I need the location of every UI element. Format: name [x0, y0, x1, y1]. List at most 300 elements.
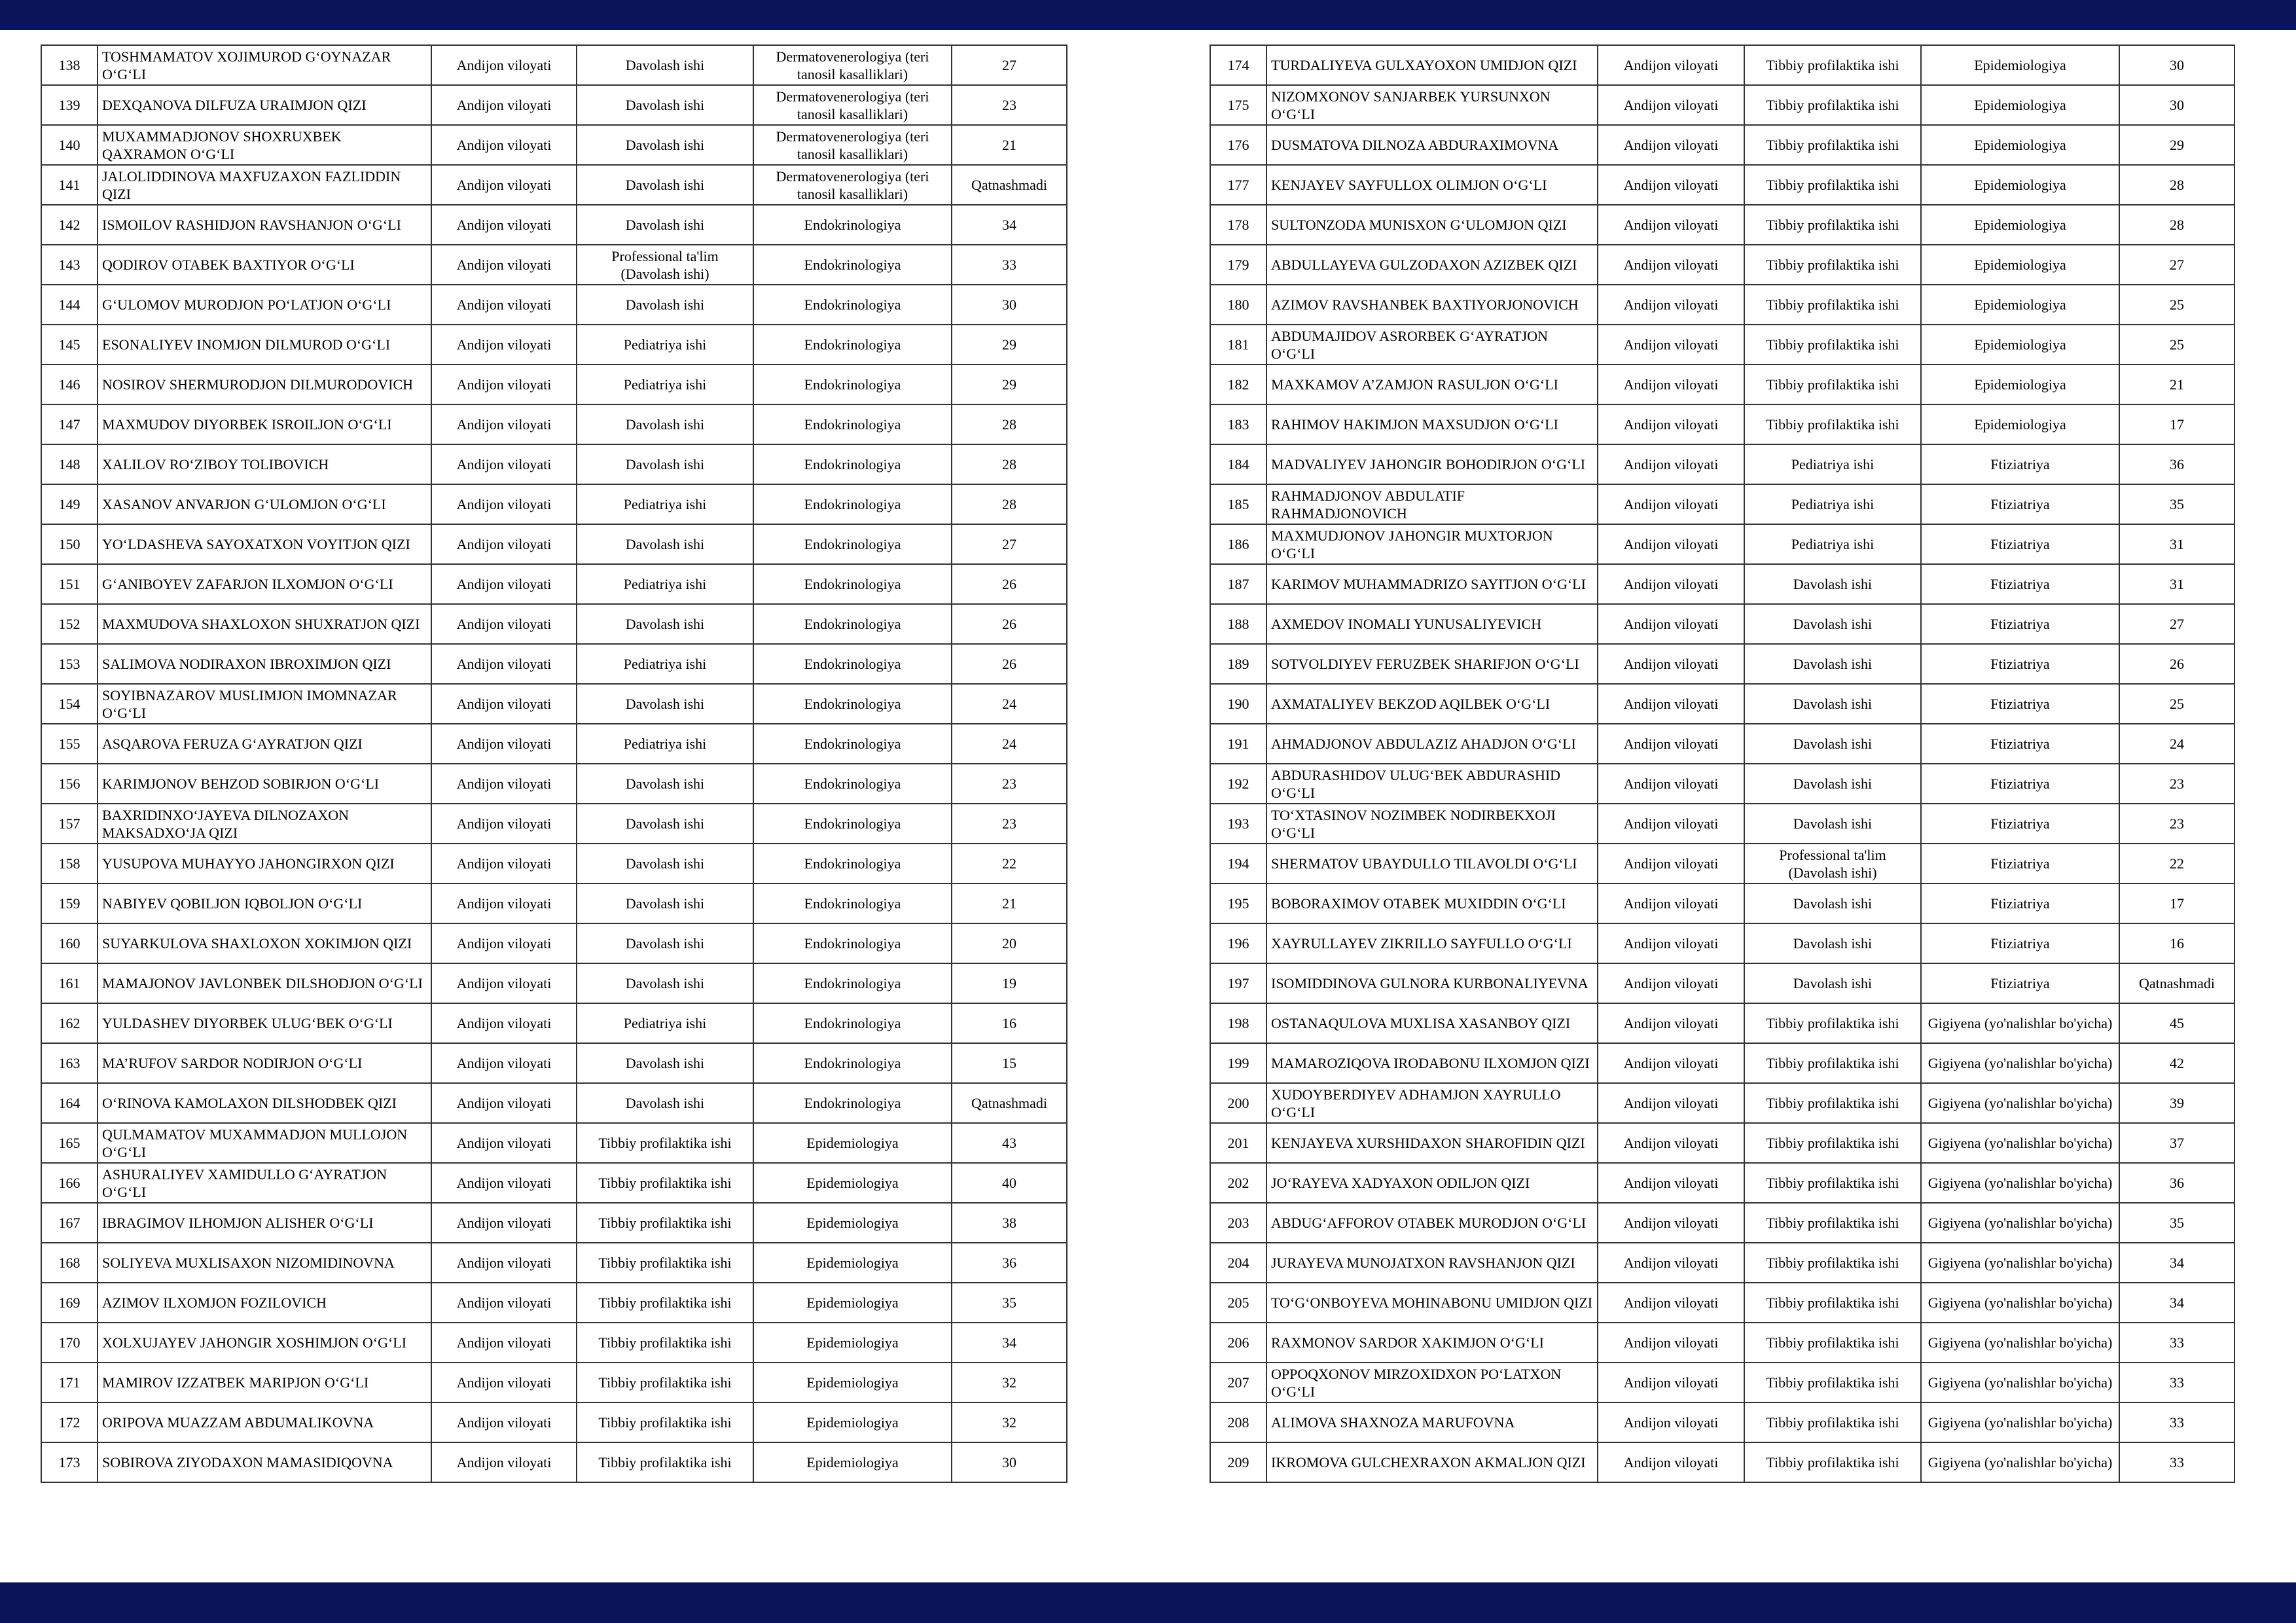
row-number-cell: 143 — [41, 245, 98, 285]
row-number-cell: 197 — [1210, 963, 1266, 1003]
faculty-cell: Davolash ishi — [577, 1043, 753, 1083]
table-row — [1210, 1283, 2234, 1323]
faculty-cell: Davolash ishi — [577, 444, 753, 484]
table-row — [1210, 923, 2234, 963]
score-cell: 17 — [2119, 404, 2234, 444]
row-number-cell: 149 — [41, 484, 98, 524]
region-cell: Andijon viloyati — [431, 1243, 577, 1283]
specialty-cell: Epidemiologiya — [753, 1442, 952, 1482]
faculty-cell: Davolash ishi — [1744, 764, 1921, 804]
faculty-cell: Pediatriya ishi — [577, 325, 753, 365]
specialty-cell: Epidemiologiya — [1921, 205, 2119, 245]
region-cell: Andijon viloyati — [1598, 1402, 1744, 1442]
full-name-cell: BAXRIDINXO‘JAYEVA DILNOZAXON MAKSADXO‘JA QIZI — [98, 804, 431, 844]
faculty-cell: Professional ta'lim (Davolash ishi) — [577, 245, 753, 285]
row-number-cell: 169 — [41, 1283, 98, 1323]
row-number-cell: 148 — [41, 444, 98, 484]
specialty-cell: Endokrinologiya — [753, 1083, 952, 1123]
specialty-cell: Gigiyena (yo'nalishlar bo'yicha) — [1921, 1163, 2119, 1203]
region-cell: Andijon viloyati — [431, 85, 577, 125]
table-row — [41, 1402, 1067, 1442]
region-cell: Andijon viloyati — [1598, 404, 1744, 444]
score-cell: 28 — [952, 404, 1067, 444]
score-cell: 23 — [952, 804, 1067, 844]
table-row — [1210, 1123, 2234, 1163]
faculty-cell: Tibbiy profilaktika ishi — [1744, 1323, 1921, 1363]
table-row — [1210, 325, 2234, 365]
score-cell: 39 — [2119, 1083, 2234, 1123]
full-name-cell: JURAYEVA MUNOJATXON RAVSHANJON QIZI — [1266, 1243, 1598, 1283]
table-row — [41, 1442, 1067, 1482]
region-cell: Andijon viloyati — [431, 1043, 577, 1083]
table-row — [1210, 604, 2234, 644]
region-cell: Andijon viloyati — [431, 1363, 577, 1402]
score-cell: 33 — [2119, 1323, 2234, 1363]
faculty-cell: Davolash ishi — [577, 165, 753, 205]
score-cell: 23 — [952, 764, 1067, 804]
full-name-cell: JO‘RAYEVA XADYAXON ODILJON QIZI — [1266, 1163, 1598, 1203]
full-name-cell: XOLXUJAYEV JAHONGIR XOSHIMJON O‘G‘LI — [98, 1323, 431, 1363]
specialty-cell: Endokrinologiya — [753, 484, 952, 524]
faculty-cell: Davolash ishi — [577, 883, 753, 923]
full-name-cell: XASANOV ANVARJON G‘ULOMJON O‘G‘LI — [98, 484, 431, 524]
row-number-cell: 165 — [41, 1123, 98, 1163]
region-cell: Andijon viloyati — [1598, 604, 1744, 644]
region-cell: Andijon viloyati — [431, 404, 577, 444]
table-row — [1210, 1163, 2234, 1203]
faculty-cell: Davolash ishi — [1744, 604, 1921, 644]
score-cell: 24 — [952, 684, 1067, 724]
score-cell: 28 — [2119, 205, 2234, 245]
specialty-cell: Epidemiologiya — [753, 1323, 952, 1363]
specialty-cell: Epidemiologiya — [753, 1243, 952, 1283]
table-row — [1210, 844, 2234, 883]
score-cell: 26 — [2119, 644, 2234, 684]
full-name-cell: TOSHMAMATOV XOJIMUROD G‘OYNAZAR O‘G‘LI — [98, 45, 431, 85]
faculty-cell: Pediatriya ishi — [577, 484, 753, 524]
region-cell: Andijon viloyati — [431, 1203, 577, 1243]
specialty-cell: Gigiyena (yo'nalishlar bo'yicha) — [1921, 1402, 2119, 1442]
row-number-cell: 180 — [1210, 285, 1266, 325]
row-number-cell: 153 — [41, 644, 98, 684]
specialty-cell: Endokrinologiya — [753, 604, 952, 644]
score-cell: 33 — [2119, 1402, 2234, 1442]
specialty-cell: Gigiyena (yo'nalishlar bo'yicha) — [1921, 1363, 2119, 1402]
specialty-cell: Gigiyena (yo'nalishlar bo'yicha) — [1921, 1283, 2119, 1323]
region-cell: Andijon viloyati — [1598, 1083, 1744, 1123]
specialty-cell: Gigiyena (yo'nalishlar bo'yicha) — [1921, 1323, 2119, 1363]
score-cell: 17 — [2119, 883, 2234, 923]
specialty-cell: Gigiyena (yo'nalishlar bo'yicha) — [1921, 1123, 2119, 1163]
row-number-cell: 208 — [1210, 1402, 1266, 1442]
faculty-cell: Tibbiy profilaktika ishi — [577, 1243, 753, 1283]
table-row — [1210, 365, 2234, 404]
region-cell: Andijon viloyati — [1598, 245, 1744, 285]
region-cell: Andijon viloyati — [1598, 1283, 1744, 1323]
table-row — [41, 564, 1067, 604]
faculty-cell: Pediatriya ishi — [1744, 524, 1921, 564]
score-cell: 30 — [952, 1442, 1067, 1482]
full-name-cell: G‘ANIBOYEV ZAFARJON ILXOMJON O‘G‘LI — [98, 564, 431, 604]
region-cell: Andijon viloyati — [1598, 1003, 1744, 1043]
row-number-cell: 138 — [41, 45, 98, 85]
full-name-cell: QULMAMATOV MUXAMMADJON MULLOJON O‘G‘LI — [98, 1123, 431, 1163]
region-cell: Andijon viloyati — [431, 125, 577, 165]
specialty-cell: Ftiziatriya — [1921, 804, 2119, 844]
score-cell: Qatnashmadi — [2119, 963, 2234, 1003]
score-cell: 19 — [952, 963, 1067, 1003]
faculty-cell: Davolash ishi — [577, 285, 753, 325]
score-cell: 22 — [952, 844, 1067, 883]
score-cell: 37 — [2119, 1123, 2234, 1163]
specialty-cell: Ftiziatriya — [1921, 644, 2119, 684]
score-cell: 23 — [2119, 804, 2234, 844]
score-cell: 25 — [2119, 325, 2234, 365]
specialty-cell: Endokrinologiya — [753, 564, 952, 604]
table-row — [41, 444, 1067, 484]
full-name-cell: AXMATALIYEV BEKZOD AQILBEK O‘G‘LI — [1266, 684, 1598, 724]
specialty-cell: Endokrinologiya — [753, 205, 952, 245]
results-table-right — [1210, 45, 2235, 1483]
faculty-cell: Tibbiy profilaktika ishi — [1744, 404, 1921, 444]
row-number-cell: 158 — [41, 844, 98, 883]
region-cell: Andijon viloyati — [431, 325, 577, 365]
region-cell: Andijon viloyati — [431, 604, 577, 644]
region-cell: Andijon viloyati — [1598, 205, 1744, 245]
row-number-cell: 201 — [1210, 1123, 1266, 1163]
table-row — [1210, 524, 2234, 564]
table-row — [41, 165, 1067, 205]
full-name-cell: XALILOV RO‘ZIBOY TOLIBOVICH — [98, 444, 431, 484]
table-row — [41, 484, 1067, 524]
region-cell: Andijon viloyati — [431, 484, 577, 524]
row-number-cell: 141 — [41, 165, 98, 205]
full-name-cell: ABDUG‘AFFOROV OTABEK MURODJON O‘G‘LI — [1266, 1203, 1598, 1243]
table-row — [1210, 484, 2234, 524]
score-cell: 26 — [952, 644, 1067, 684]
full-name-cell: TO‘XTASINOV NOZIMBEK NODIRBEKXOJI O‘G‘LI — [1266, 804, 1598, 844]
score-cell: 16 — [952, 1003, 1067, 1043]
specialty-cell: Ftiziatriya — [1921, 604, 2119, 644]
row-number-cell: 168 — [41, 1243, 98, 1283]
region-cell: Andijon viloyati — [1598, 325, 1744, 365]
table-row — [1210, 245, 2234, 285]
faculty-cell: Tibbiy profilaktika ishi — [577, 1283, 753, 1323]
full-name-cell: SOLIYEVA MUXLISAXON NIZOMIDINOVNA — [98, 1243, 431, 1283]
specialty-cell: Ftiziatriya — [1921, 923, 2119, 963]
full-name-cell: KARIMJONOV BEHZOD SOBIRJON O‘G‘LI — [98, 764, 431, 804]
faculty-cell: Pediatriya ishi — [1744, 444, 1921, 484]
specialty-cell: Gigiyena (yo'nalishlar bo'yicha) — [1921, 1442, 2119, 1482]
row-number-cell: 187 — [1210, 564, 1266, 604]
faculty-cell: Tibbiy profilaktika ishi — [1744, 1203, 1921, 1243]
table-row — [1210, 404, 2234, 444]
specialty-cell: Epidemiologiya — [1921, 365, 2119, 404]
region-cell: Andijon viloyati — [431, 1442, 577, 1482]
table-row — [41, 365, 1067, 404]
score-cell: 34 — [2119, 1243, 2234, 1283]
full-name-cell: YUSUPOVA MUHAYYO JAHONGIRXON QIZI — [98, 844, 431, 883]
region-cell: Andijon viloyati — [1598, 844, 1744, 883]
region-cell: Andijon viloyati — [431, 1323, 577, 1363]
region-cell: Andijon viloyati — [1598, 1163, 1744, 1203]
region-cell: Andijon viloyati — [431, 245, 577, 285]
specialty-cell: Endokrinologiya — [753, 404, 952, 444]
full-name-cell: AZIMOV RAVSHANBEK BAXTIYORJONOVICH — [1266, 285, 1598, 325]
full-name-cell: OPPOQXONOV MIRZOXIDXON PO‘LATXON O‘G‘LI — [1266, 1363, 1598, 1402]
full-name-cell: IKROMOVA GULCHEXRAXON AKMALJON QIZI — [1266, 1442, 1598, 1482]
row-number-cell: 164 — [41, 1083, 98, 1123]
full-name-cell: DUSMATOVA DILNOZA ABDURAXIMOVNA — [1266, 125, 1598, 165]
table-row — [1210, 165, 2234, 205]
table-row — [41, 1203, 1067, 1243]
faculty-cell: Tibbiy profilaktika ishi — [577, 1402, 753, 1442]
region-cell: Andijon viloyati — [1598, 1323, 1744, 1363]
region-cell: Andijon viloyati — [431, 804, 577, 844]
row-number-cell: 193 — [1210, 804, 1266, 844]
faculty-cell: Pediatriya ishi — [577, 365, 753, 404]
score-cell: 34 — [2119, 1283, 2234, 1323]
region-cell: Andijon viloyati — [431, 684, 577, 724]
faculty-cell: Davolash ishi — [577, 764, 753, 804]
row-number-cell: 196 — [1210, 923, 1266, 963]
specialty-cell: Epidemiologiya — [1921, 245, 2119, 285]
row-number-cell: 167 — [41, 1203, 98, 1243]
score-cell: 15 — [952, 1043, 1067, 1083]
specialty-cell: Ftiziatriya — [1921, 724, 2119, 764]
full-name-cell: SOBIROVA ZIYODAXON MAMASIDIQOVNA — [98, 1442, 431, 1482]
score-cell: 20 — [952, 923, 1067, 963]
specialty-cell: Epidemiologiya — [1921, 85, 2119, 125]
faculty-cell: Professional ta'lim (Davolash ishi) — [1744, 844, 1921, 883]
specialty-cell: Ftiziatriya — [1921, 963, 2119, 1003]
region-cell: Andijon viloyati — [1598, 923, 1744, 963]
region-cell: Andijon viloyati — [1598, 724, 1744, 764]
faculty-cell: Tibbiy profilaktika ishi — [1744, 1363, 1921, 1402]
full-name-cell: SOYIBNAZAROV MUSLIMJON IMOMNAZAR O‘G‘LI — [98, 684, 431, 724]
region-cell: Andijon viloyati — [431, 883, 577, 923]
region-cell: Andijon viloyati — [1598, 804, 1744, 844]
full-name-cell: YULDASHEV DIYORBEK ULUG‘BEK O‘G‘LI — [98, 1003, 431, 1043]
specialty-cell: Epidemiologiya — [1921, 125, 2119, 165]
table-row — [1210, 1243, 2234, 1283]
score-cell: 26 — [952, 604, 1067, 644]
table-row — [1210, 285, 2234, 325]
faculty-cell: Davolash ishi — [577, 804, 753, 844]
region-cell: Andijon viloyati — [431, 1402, 577, 1442]
full-name-cell: RAHIMOV HAKIMJON MAXSUDJON O‘G‘LI — [1266, 404, 1598, 444]
specialty-cell: Endokrinologiya — [753, 524, 952, 564]
specialty-cell: Epidemiologiya — [1921, 165, 2119, 205]
region-cell: Andijon viloyati — [431, 844, 577, 883]
row-number-cell: 207 — [1210, 1363, 1266, 1402]
region-cell: Andijon viloyati — [431, 165, 577, 205]
score-cell: 35 — [952, 1283, 1067, 1323]
row-number-cell: 192 — [1210, 764, 1266, 804]
full-name-cell: NOSIROV SHERMURODJON DILMURODOVICH — [98, 365, 431, 404]
header-band — [0, 0, 2296, 30]
table-row — [1210, 764, 2234, 804]
table-row — [1210, 45, 2234, 85]
row-number-cell: 198 — [1210, 1003, 1266, 1043]
full-name-cell: ASHURALIYEV XAMIDULLO G‘AYRATJON O‘G‘LI — [98, 1163, 431, 1203]
table-row — [1210, 125, 2234, 165]
faculty-cell: Tibbiy profilaktika ishi — [1744, 1123, 1921, 1163]
faculty-cell: Davolash ishi — [1744, 684, 1921, 724]
score-cell: 26 — [952, 564, 1067, 604]
full-name-cell: YO‘LDASHEVA SAYOXATXON VOYITJON QIZI — [98, 524, 431, 564]
row-number-cell: 157 — [41, 804, 98, 844]
full-name-cell: AXMEDOV INOMALI YUNUSALIYEVICH — [1266, 604, 1598, 644]
score-cell: 30 — [952, 285, 1067, 325]
row-number-cell: 189 — [1210, 644, 1266, 684]
score-cell: 25 — [2119, 285, 2234, 325]
row-number-cell: 145 — [41, 325, 98, 365]
faculty-cell: Davolash ishi — [1744, 923, 1921, 963]
specialty-cell: Endokrinologiya — [753, 923, 952, 963]
specialty-cell: Endokrinologiya — [753, 764, 952, 804]
full-name-cell: SUYARKULOVA SHAXLOXON XOKIMJON QIZI — [98, 923, 431, 963]
faculty-cell: Tibbiy profilaktika ishi — [577, 1323, 753, 1363]
specialty-cell: Dermatovenerologiya (teri tanosil kasalliklari) — [753, 45, 952, 85]
row-number-cell: 154 — [41, 684, 98, 724]
specialty-cell: Epidemiologiya — [1921, 45, 2119, 85]
region-cell: Andijon viloyati — [431, 524, 577, 564]
score-cell: 36 — [952, 1243, 1067, 1283]
full-name-cell: ISMOILOV RASHIDJON RAVSHANJON O‘G‘LI — [98, 205, 431, 245]
region-cell: Andijon viloyati — [1598, 1203, 1744, 1243]
score-cell: 45 — [2119, 1003, 2234, 1043]
score-cell: 29 — [2119, 125, 2234, 165]
specialty-cell: Endokrinologiya — [753, 963, 952, 1003]
region-cell: Andijon viloyati — [1598, 85, 1744, 125]
faculty-cell: Pediatriya ishi — [577, 564, 753, 604]
row-number-cell: 159 — [41, 883, 98, 923]
table-row — [41, 1163, 1067, 1203]
row-number-cell: 140 — [41, 125, 98, 165]
full-name-cell: MAXMUDOV DIYORBEK ISROILJON O‘G‘LI — [98, 404, 431, 444]
score-cell: 34 — [952, 205, 1067, 245]
specialty-cell: Endokrinologiya — [753, 684, 952, 724]
region-cell: Andijon viloyati — [431, 963, 577, 1003]
specialty-cell: Endokrinologiya — [753, 365, 952, 404]
full-name-cell: ABDULLAYEVA GULZODAXON AZIZBEK QIZI — [1266, 245, 1598, 285]
faculty-cell: Tibbiy profilaktika ishi — [577, 1163, 753, 1203]
full-name-cell: ORIPOVA MUAZZAM ABDUMALIKOVNA — [98, 1402, 431, 1442]
full-name-cell: KARIMOV MUHAMMADRIZO SAYITJON O‘G‘LI — [1266, 564, 1598, 604]
specialty-cell: Epidemiologiya — [753, 1203, 952, 1243]
specialty-cell: Endokrinologiya — [753, 804, 952, 844]
table-row — [41, 245, 1067, 285]
full-name-cell: KENJAYEVA XURSHIDAXON SHAROFIDIN QIZI — [1266, 1123, 1598, 1163]
table-row — [41, 1003, 1067, 1043]
full-name-cell: AZIMOV ILXOMJON FOZILOVICH — [98, 1283, 431, 1323]
table-row — [1210, 883, 2234, 923]
faculty-cell: Tibbiy profilaktika ishi — [1744, 125, 1921, 165]
full-name-cell: ABDUMAJIDOV ASRORBEK G‘AYRATJON O‘G‘LI — [1266, 325, 1598, 365]
full-name-cell: SULTONZODA MUNISXON G‘ULOMJON QIZI — [1266, 205, 1598, 245]
score-cell: 35 — [2119, 1203, 2234, 1243]
faculty-cell: Pediatriya ishi — [577, 1003, 753, 1043]
row-number-cell: 163 — [41, 1043, 98, 1083]
table-row — [41, 804, 1067, 844]
table-row — [1210, 724, 2234, 764]
full-name-cell: AHMADJONOV ABDULAZIZ AHADJON O‘G‘LI — [1266, 724, 1598, 764]
full-name-cell: MAXMUDJONOV JAHONGIR MUXTORJON O‘G‘LI — [1266, 524, 1598, 564]
faculty-cell: Davolash ishi — [577, 684, 753, 724]
table-row — [41, 325, 1067, 365]
score-cell: Qatnashmadi — [952, 165, 1067, 205]
row-number-cell: 194 — [1210, 844, 1266, 883]
score-cell: 24 — [952, 724, 1067, 764]
full-name-cell: XUDOYBERDIYEV ADHAMJON XAYRULLO O‘G‘LI — [1266, 1083, 1598, 1123]
score-cell: 29 — [952, 365, 1067, 404]
full-name-cell: DEXQANOVA DILFUZA URAIMJON QIZI — [98, 85, 431, 125]
row-number-cell: 203 — [1210, 1203, 1266, 1243]
score-cell: 23 — [952, 85, 1067, 125]
table-row — [41, 883, 1067, 923]
score-cell: 43 — [952, 1123, 1067, 1163]
specialty-cell: Endokrinologiya — [753, 1003, 952, 1043]
row-number-cell: 177 — [1210, 165, 1266, 205]
region-cell: Andijon viloyati — [1598, 285, 1744, 325]
region-cell: Andijon viloyati — [1598, 125, 1744, 165]
specialty-cell: Ftiziatriya — [1921, 444, 2119, 484]
table-row — [1210, 1203, 2234, 1243]
full-name-cell: RAHMADJONOV ABDULATIF RAHMADJONOVICH — [1266, 484, 1598, 524]
row-number-cell: 147 — [41, 404, 98, 444]
full-name-cell: KENJAYEV SAYFULLOX OLIMJON O‘G‘LI — [1266, 165, 1598, 205]
table-row — [41, 1283, 1067, 1323]
table-row — [41, 963, 1067, 1003]
table-row — [41, 844, 1067, 883]
region-cell: Andijon viloyati — [431, 365, 577, 404]
faculty-cell: Tibbiy profilaktika ishi — [1744, 1283, 1921, 1323]
specialty-cell: Endokrinologiya — [753, 325, 952, 365]
table-row — [41, 205, 1067, 245]
full-name-cell: MADVALIYEV JAHONGIR BOHODIRJON O‘G‘LI — [1266, 444, 1598, 484]
table-row — [41, 524, 1067, 564]
full-name-cell: ISOMIDDINOVA GULNORA KURBONALIYEVNA — [1266, 963, 1598, 1003]
region-cell: Andijon viloyati — [1598, 564, 1744, 604]
region-cell: Andijon viloyati — [431, 1123, 577, 1163]
score-cell: 22 — [2119, 844, 2234, 883]
row-number-cell: 179 — [1210, 245, 1266, 285]
row-number-cell: 166 — [41, 1163, 98, 1203]
full-name-cell: MAXMUDOVA SHAXLOXON SHUXRATJON QIZI — [98, 604, 431, 644]
score-cell: 25 — [2119, 684, 2234, 724]
row-number-cell: 155 — [41, 724, 98, 764]
specialty-cell: Gigiyena (yo'nalishlar bo'yicha) — [1921, 1043, 2119, 1083]
full-name-cell: NABIYEV QOBILJON IQBOLJON O‘G‘LI — [98, 883, 431, 923]
region-cell: Andijon viloyati — [1598, 444, 1744, 484]
region-cell: Andijon viloyati — [431, 45, 577, 85]
score-cell: 24 — [2119, 724, 2234, 764]
row-number-cell: 171 — [41, 1363, 98, 1402]
table-row — [41, 684, 1067, 724]
region-cell: Andijon viloyati — [431, 564, 577, 604]
full-name-cell: BOBORAXIMOV OTABEK MUXIDDIN O‘G‘LI — [1266, 883, 1598, 923]
faculty-cell: Davolash ishi — [577, 844, 753, 883]
row-number-cell: 202 — [1210, 1163, 1266, 1203]
row-number-cell: 173 — [41, 1442, 98, 1482]
table-row — [1210, 644, 2234, 684]
score-cell: 21 — [952, 883, 1067, 923]
faculty-cell: Tibbiy profilaktika ishi — [1744, 1442, 1921, 1482]
full-name-cell: ABDURASHIDOV ULUG‘BEK ABDURASHID O‘G‘LI — [1266, 764, 1598, 804]
score-cell: 23 — [2119, 764, 2234, 804]
table-row — [1210, 804, 2234, 844]
